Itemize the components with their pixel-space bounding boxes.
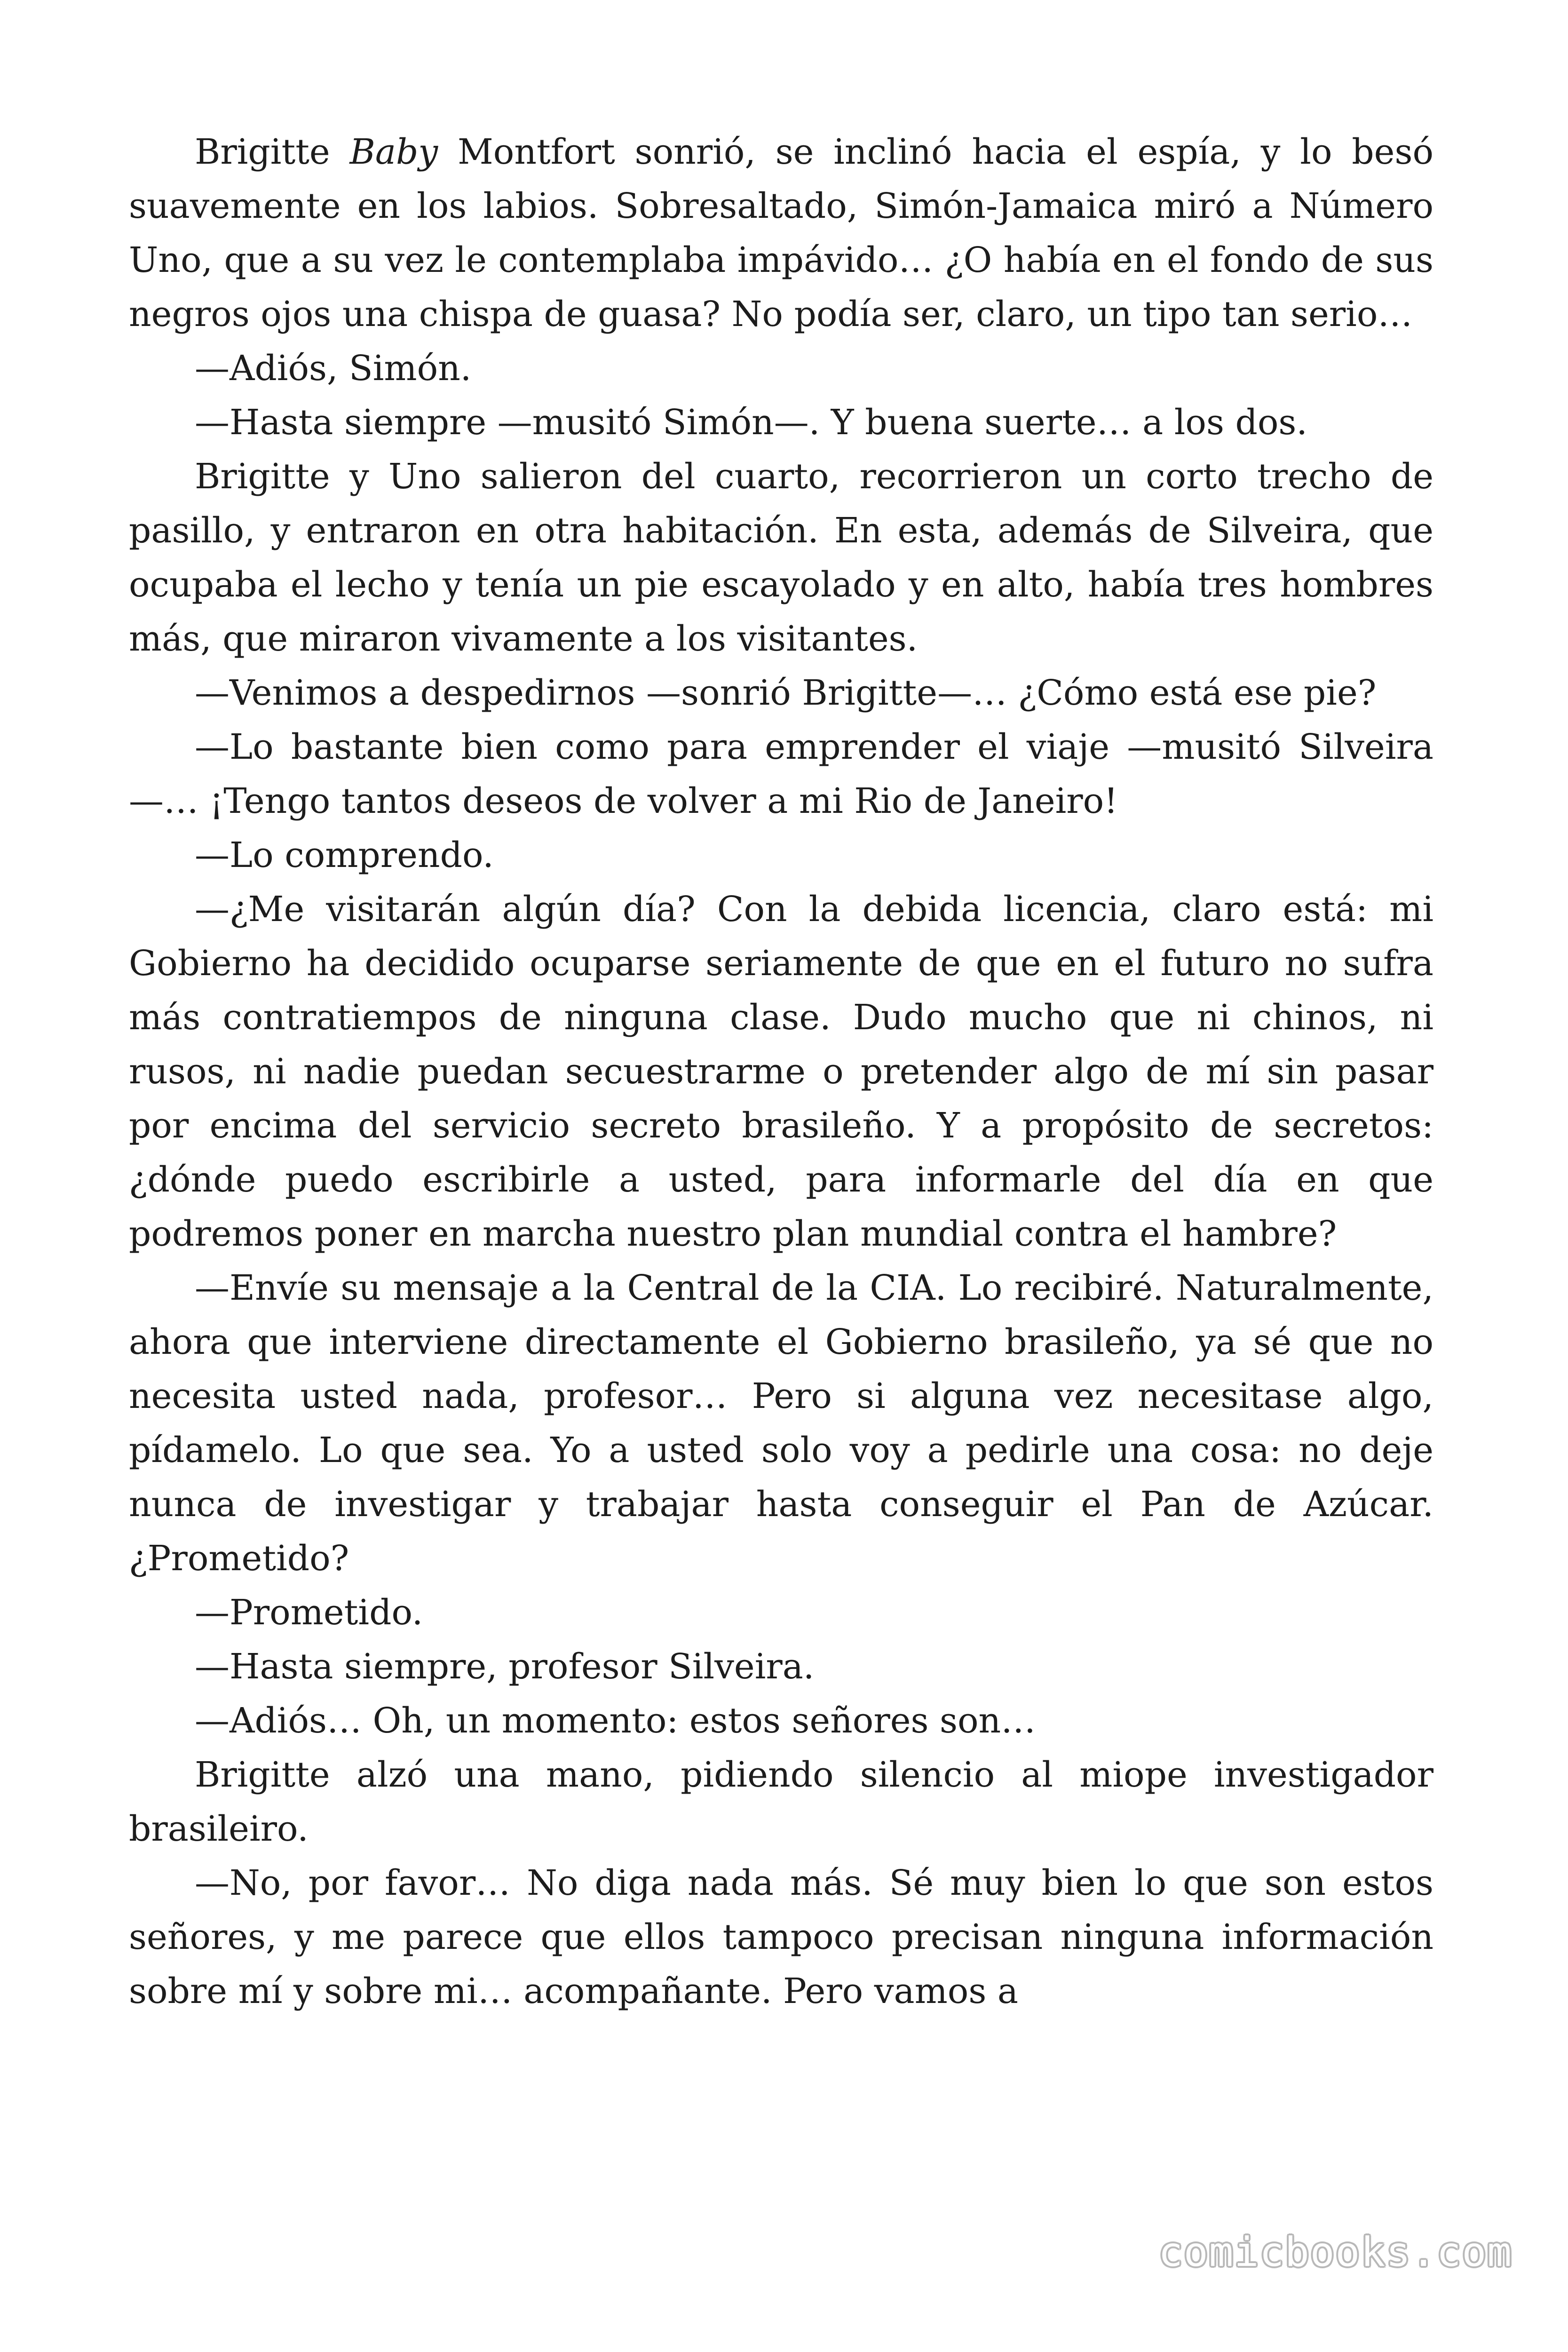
paragraph-text-end: Montfort sonrió, se inclinó hacia el espía, y lo besó suavemente en los labios. Sobresaltado, Simón-Jamaica miró a Número Uno, que a su vez le contemplaba impávido… ¿O había en el fondo de sus negros ojos una chispa de guasa? No podía ser, claro, un tipo tan serio… [129, 132, 1433, 334]
paragraph: —Lo bastante bien como para emprender el viaje —musitó Silveira—… ¡Tengo tantos deseos de volver a mi Rio de Janeiro! [129, 727, 1433, 821]
paragraph: —Lo comprendo. [195, 835, 494, 875]
paragraph: —Envíe su mensaje a la Central de la CIA. Lo recibiré. Naturalmente, ahora que interviene directamente el Gobierno brasileño, ya sé que no necesita usted nada, profesor… Pero si alguna vez necesitase algo, pídamelo. Lo que sea. Yo a usted solo voy a pedirle una cosa: no deje nunca de investigar y trabajar hasta conseguir el Pan de Azúcar. ¿Prometido? [129, 1268, 1433, 1579]
italic-nickname: Baby [349, 132, 438, 172]
paragraph: —Hasta siempre, profesor Silveira. [195, 1646, 815, 1687]
watermark-logo: comicbooks.com [1158, 2229, 1513, 2276]
paragraph: —No, por favor… No diga nada más. Sé muy bien lo que son estos señores, y me parece que ellos tampoco precisan ninguna información sobre mí y sobre mi… acompañante. Pero vamos a [129, 1863, 1433, 2011]
paragraph: —Hasta siempre —musitó Simón—. Y buena suerte… a los dos. [195, 402, 1307, 443]
paragraph: Brigitte alzó una mano, pidiendo silencio al miope investigador brasileiro. [129, 1755, 1433, 1849]
paragraph: —¿Me visitarán algún día? Con la debida licencia, claro está: mi Gobierno ha decidido ocuparse seriamente de que en el futuro no sufra más contratiempos de ninguna clase. Dudo mucho que ni chinos, ni rusos, ni nadie puedan secuestrarme o pretender algo de mí sin pasar por encima del servicio secreto brasileño. Y a propósito de secretos: ¿dónde puedo escribirle a usted, para informarle del día en que podremos poner en marcha nuestro plan mundial contra el hambre? [129, 889, 1433, 1254]
body-text [129, 125, 1433, 2018]
paragraph: —Venimos a despedirnos —sonrió Brigitte—… ¿Cómo está ese pie? [195, 673, 1377, 713]
paragraph: Brigitte y Uno salieron del cuarto, recorrieron un corto trecho de pasillo, y entraron en otra habitación. En esta, además de Silveira, que ocupaba el lecho y tenía un pie escayolado y en alto, había tres hombres más, que miraron vivamente a los visitantes. [129, 456, 1433, 659]
paragraph: —Adiós, Simón. [195, 348, 472, 389]
paragraph [129, 125, 1433, 342]
paragraph: —Adiós… Oh, un momento: estos señores son… [195, 1700, 1036, 1741]
paragraph: —Prometido. [195, 1592, 423, 1633]
paragraph-text-start: Brigitte [195, 132, 350, 172]
